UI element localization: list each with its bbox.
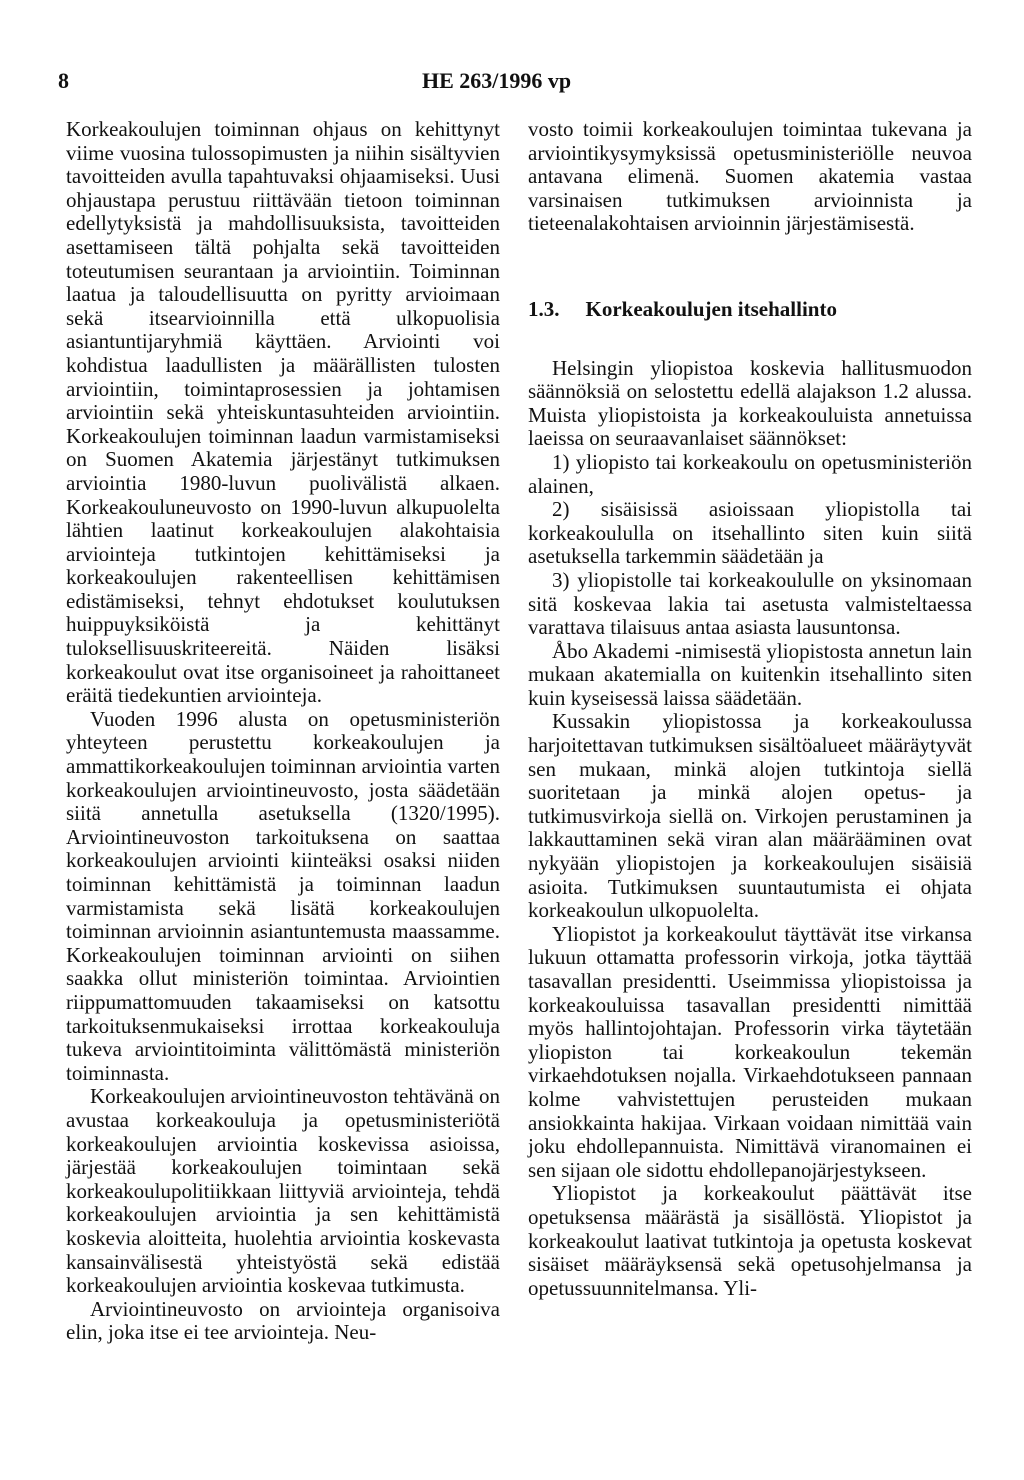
left-paragraph-2: Vuoden 1996 alusta on opetusministeriön yhteyteen perustettu korkeakoulujen ja ammattikorkeakoulujen toiminnan arviointia varten korkeakoulujen arviointineuvosto, josta säädetään siitä annetulla asetuksella (1320/1995). Arviointineuvoston tarkoituksena on saattaa korkeakoulujen arviointi kiinteäksi osaksi niiden toiminnan kehittämistä ja toiminnan laadun varmistamista sekä lisätä korkeakoulujen toiminnan arvioinnin asiantuntemusta maassamme. Korkeakoulujen toiminnan arviointi on siihen saakka ollut ministeriön toimintaa. Arviointien riippumattomuuden takaamiseksi on katsottu tarkoituksenmukaiseksi irrottaa korkeakouluja tukeva arviointitoiminta välittömästä ministeriön toiminnasta. [66,706,500,1085]
list-item-2: 2) sisäisissä asioissaan yliopistolla tai korkeakoululla on itsehallinto siten kuin siitä asetuksella tarkemmin säädetään ja [528,497,972,569]
right-intro-paragraph: vosto toimii korkeakoulujen toimintaa tukevana ja arviointikysymyksissä opetusministeriölle neuvoa antavana elimenä. Suomen akatemia vastaa varsinaisen tutkimuksen arvioinnista ja tieteenalakohtaisen arvioinnin järjestämisestä. [528,117,972,236]
right-column [528,118,972,1300]
left-column [66,118,500,1345]
right-paragraph-appointments: Yliopistot ja korkeakoulut täyttävät itse virkansa lukuun ottamatta professorin virkoja, jotka täyttää tasavallan presidentti. Useimmissa yliopistoissa ja korkeakouluissa tasavallan presidentti nimittää myös hallintojohtajan. Professorin virka täytetään yliopiston tai korkeakoulun tekemän virkaehdotuksen nojalla. Virkaehdotukseen pannaan kolme vahvistettujen perusteiden mukaan ansiokkainta hakijaa. Virkaan voidaan nimittää vain joku ehdollepannuista. Nimittävä viranomainen ei sen sijaan ole sidottu ehdollepanojärjestykseen. [528,921,972,1182]
right-paragraph-teaching: Yliopistot ja korkeakoulut päättävät itse opetuksensa määrästä ja sisällöstä. Yliopistot ja korkeakoulut laativat tutkintoja ja opetusta koskevat sisäiset määräyksensä sekä opetusohjelmansa ja opetussuunnitelmansa. Yli- [528,1181,972,1300]
list-item-3: 3) yliopistolle tai korkeakoululle on yksinomaan sitä koskevaa lakia tai asetusta valmisteltaessa varattava tilaisuus antaa asiasta lausuntonsa. [528,567,972,640]
list-item-1: 1) yliopisto tai korkeakoulu on opetusministeriön alainen, [528,449,972,498]
right-paragraph-abo: Åbo Akademi -nimisestä yliopistosta annetun lain mukaan akatemialla on kuitenkin itsehallinto siten kuin kyseisessä laissa säädetään. [528,638,972,710]
running-head-title: HE 263/1996 vp [422,68,572,93]
left-paragraph-1: Korkeakoulujen toiminnan ohjaus on kehittynyt viime vuosina tulossopimusten ja niihin sisältyvien tavoitteiden avulla tapahtuvaksi ohjaamiseksi. Uusi ohjaustapa perustuu riittävään tietoon toiminnan edellytyksistä ja mahdollisuuksista, tavoitteiden asettamiseen tältä pohjalta sekä tavoitteiden toteutumisen seurantaan ja arviointiin. Toiminnan laatua ja taloudellisuutta on pyritty arvioimaan sekä itsearvioinnilla että ulkopuolisia asiantuntijaryhmiä käyttäen. Arviointi voi kohdistua laadullisten ja määrällisten tulosten arviointiin, toimintaprosessien ja johtamisen arviointiin sekä yhteiskuntasuhteiden arviointiin. Korkeakoulujen toiminnan laadun varmistamiseksi on Suomen Akatemia järjestänyt tutkimuksen arviointia 1980-luvun puolivälistä alkaen. Korkeakouluneuvosto on 1990-luvun alkupuolelta lähtien laatinut korkeakoulujen alakohtaisia arviointeja tutkintojen kehittämiseksi ja korkeakoulujen rakenteellisen kehittämisen edistämiseksi, tehnyt ehdotukset koulutuksen huippuyksiköistä ja kehittänyt tuloksellisuuskriteereitä. Näiden lisäksi korkeakoulut ovat itse organisoineet ja rahoittaneet eräitä tiedekuntien arviointeja. [66,117,500,708]
section-title: Korkeakoulujen itsehallinto [585,296,837,321]
right-paragraph-research: Kussakin yliopistossa ja korkeakoulussa harjoitettavan tutkimuksen sisältöalueet määräytyvät sen mukaan, minkä alojen tutkintoja siellä suoritetaan ja minkä alojen opetus- ja tutkimusvirkoja siellä on. Virkojen perustaminen ja lakkauttaminen sekä viran alan määrääminen ovat nykyään yliopistojen ja korkeakoulujen sisäisiä asioita. Tutkimuksen suuntautumista ei ohjata korkeakoulun ulkopuolelta. [528,709,972,923]
section-number: 1.3. [528,296,560,321]
section-heading [528,298,972,322]
left-paragraph-4: Arviointineuvosto on arviointeja organisoiva elin, joka itse ei tee arviointeja. Neu- [66,1296,500,1345]
page-number: 8 [58,68,69,93]
left-paragraph-3: Korkeakoulujen arviointineuvoston tehtävänä on avustaa korkeakouluja ja opetusministeriötä korkeakoulujen arviointia koskevissa asioissa, järjestää korkeakoulujen toimintaan sekä korkeakoulupolitiikkaan liittyviä arviointeja, tehdä korkeakoulujen arviointia ja sen kehittämistä koskevia aloitteita, huolehtia arviointia koskevasta kansainvälisestä yhteistyöstä sekä edistää korkeakoulujen arviointia koskevaa tutkimusta. [66,1084,500,1298]
right-paragraph-statutes: Helsingin yliopistoa koskevia hallitusmuodon säännöksiä on selostettu edellä alajakson 1.2 alussa. Muista yliopistoista ja korkeakouluista annetuissa laeissa on seuraavanlaiset säännökset: [528,355,972,451]
